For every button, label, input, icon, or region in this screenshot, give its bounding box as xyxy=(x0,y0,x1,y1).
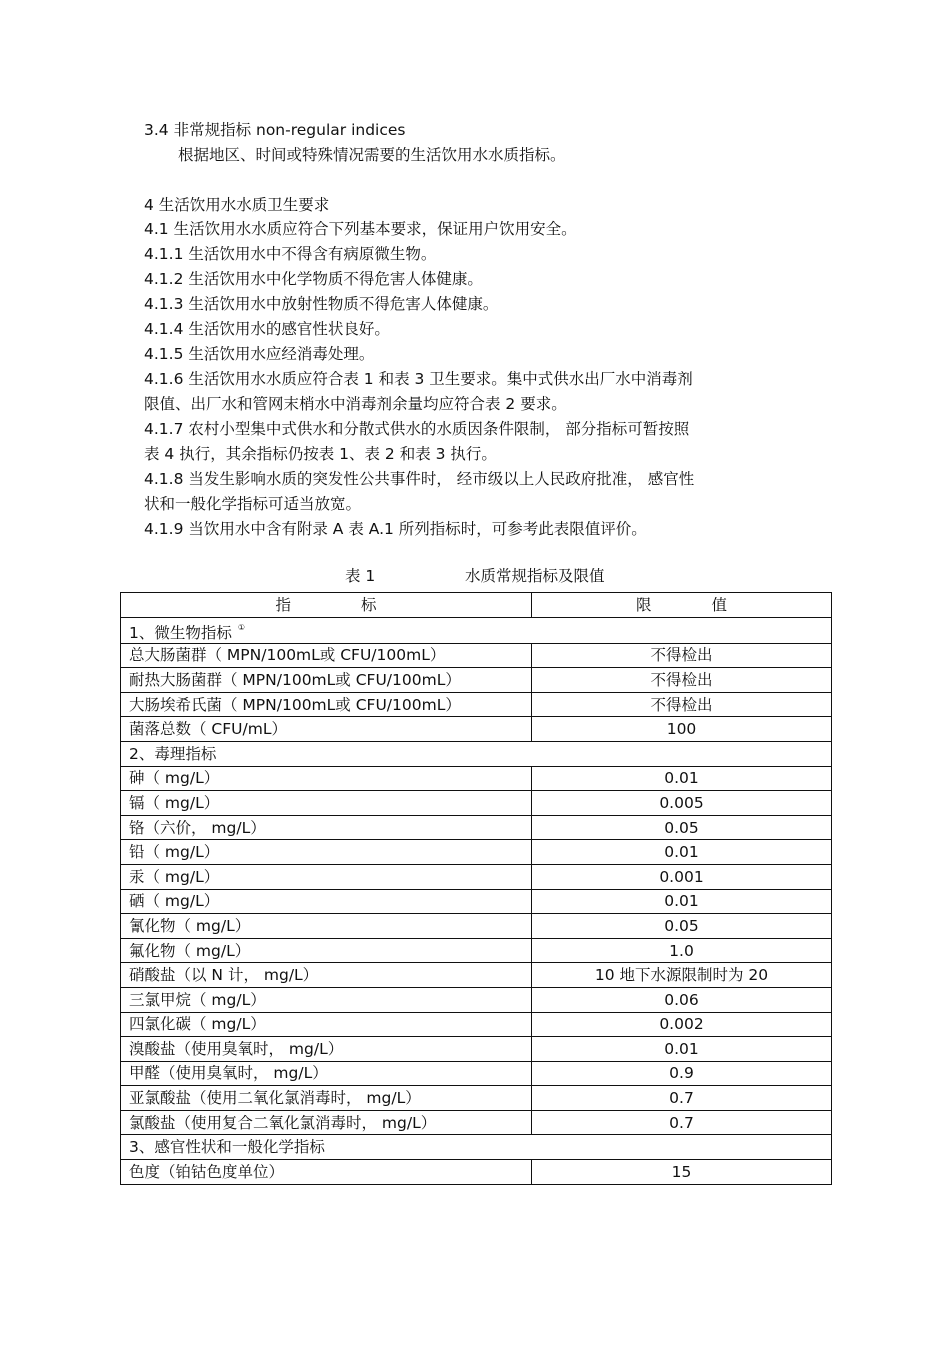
section-4-1-6-line2: 限值、出厂水和管网末梢水中消毒剂余量均应符合表 2 要求。 xyxy=(144,395,567,413)
indicator-cell: 大肠埃希氏菌（ MPN/100mL或 CFU/100mL） xyxy=(121,692,532,717)
section-4-1-3: 4.1.3 生活饮用水中放射性物质不得危害人体健康。 xyxy=(144,295,499,313)
limit-cell: 0.001 xyxy=(532,864,832,889)
limit-cell: 不得检出 xyxy=(532,643,832,668)
table-caption-number: 表 1 xyxy=(345,567,376,585)
limit-cell: 0.01 xyxy=(532,766,832,791)
group-label xyxy=(121,617,832,643)
indicator-cell: 镉（ mg/L） xyxy=(121,791,532,816)
table-caption-title: 水质常规指标及限值 xyxy=(465,567,605,585)
section-4-heading: 4 生活饮用水水质卫生要求 xyxy=(144,196,330,214)
section-4-1: 4.1 生活饮用水水质应符合下列基本要求，保证用户饮用安全。 xyxy=(144,220,577,238)
indicator-cell: 亚氯酸盐（使用二氧化氯消毒时， mg/L） xyxy=(121,1086,532,1111)
section-4-1-4: 4.1.4 生活饮用水的感官性状良好。 xyxy=(144,320,390,338)
table-row xyxy=(121,643,832,668)
indicator-cell: 三氯甲烷（ mg/L） xyxy=(121,987,532,1012)
indicator-cell: 铅（ mg/L） xyxy=(121,840,532,865)
indicator-cell: 氯酸盐（使用复合二氧化氯消毒时， mg/L） xyxy=(121,1110,532,1135)
section-4-1-9: 4.1.9 当饮用水中含有附录 A 表 A.1 所列指标时，可参考此表限值评价。 xyxy=(144,520,647,538)
table-row xyxy=(121,1160,832,1185)
table-row xyxy=(121,692,832,717)
header-limit xyxy=(532,593,832,618)
limit-cell: 1.0 xyxy=(532,938,832,963)
limit-cell: 0.002 xyxy=(532,1012,832,1037)
table-row xyxy=(121,963,832,988)
table-row xyxy=(121,815,832,840)
indicator-cell: 甲醛（使用臭氧时， mg/L） xyxy=(121,1061,532,1086)
limit-cell: 0.05 xyxy=(532,914,832,939)
section-4-1-5: 4.1.5 生活饮用水应经消毒处理。 xyxy=(144,345,375,363)
table-caption xyxy=(345,566,605,586)
limit-cell: 15 xyxy=(532,1160,832,1185)
limit-cell: 不得检出 xyxy=(532,668,832,693)
table-row xyxy=(121,1110,832,1135)
section-4-1-1: 4.1.1 生活饮用水中不得含有病原微生物。 xyxy=(144,245,437,263)
indicator-cell: 菌落总数（ CFU/mL） xyxy=(121,717,532,742)
section-4-1-8-line2: 状和一般化学指标可适当放宽。 xyxy=(144,495,362,513)
indicator-cell: 硝酸盐（以 N 计， mg/L） xyxy=(121,963,532,988)
table-row xyxy=(121,1086,832,1111)
table-row xyxy=(121,1012,832,1037)
indicator-cell: 铬（六价， mg/L） xyxy=(121,815,532,840)
group-label: 3、感官性状和一般化学指标 xyxy=(121,1135,832,1160)
header-indicator-char2: 标 xyxy=(361,595,377,614)
limit-cell: 不得检出 xyxy=(532,692,832,717)
limit-cell: 0.7 xyxy=(532,1086,832,1111)
limit-cell: 0.005 xyxy=(532,791,832,816)
table-row xyxy=(121,1061,832,1086)
table-row xyxy=(121,987,832,1012)
table-row xyxy=(121,668,832,693)
indicator-cell: 氟化物（ mg/L） xyxy=(121,938,532,963)
indicator-cell: 溴酸盐（使用臭氧时， mg/L） xyxy=(121,1037,532,1062)
table-row xyxy=(121,766,832,791)
limit-cell: 0.9 xyxy=(532,1061,832,1086)
limit-cell: 0.01 xyxy=(532,840,832,865)
group-label-text: 1、微生物指标 xyxy=(129,623,232,642)
footnote-marker: ① xyxy=(237,622,246,632)
limit-cell: 100 xyxy=(532,717,832,742)
table-row xyxy=(121,1037,832,1062)
table-row xyxy=(121,791,832,816)
section-3-4-heading: 3.4 非常规指标 non-regular indices xyxy=(144,121,406,139)
section-4-1-6-line1: 4.1.6 生活饮用水水质应符合表 1 和表 3 卫生要求。集中式供水出厂水中消毒剂 xyxy=(144,370,693,388)
section-4-1-7-line2: 表 4 执行，其余指标仍按表 1、表 2 和表 3 执行。 xyxy=(144,445,497,463)
group-row-microbial xyxy=(121,617,832,643)
indicator-cell: 四氯化碳（ mg/L） xyxy=(121,1012,532,1037)
group-row-sensory xyxy=(121,1135,832,1160)
indicator-cell: 氰化物（ mg/L） xyxy=(121,914,532,939)
limit-cell: 10 地下水源限制时为 20 xyxy=(532,963,832,988)
section-4-1-2: 4.1.2 生活饮用水中化学物质不得危害人体健康。 xyxy=(144,270,483,288)
indicator-cell: 砷（ mg/L） xyxy=(121,766,532,791)
section-3-4-body: 根据地区、时间或特殊情况需要的生活饮用水水质指标。 xyxy=(178,146,566,164)
table-row xyxy=(121,938,832,963)
limit-cell: 0.06 xyxy=(532,987,832,1012)
water-quality-table xyxy=(120,592,832,1185)
header-limit-char1: 限 xyxy=(635,595,652,614)
group-label: 2、毒理指标 xyxy=(121,741,832,766)
limit-cell: 0.7 xyxy=(532,1110,832,1135)
table-row xyxy=(121,840,832,865)
indicator-cell: 硒（ mg/L） xyxy=(121,889,532,914)
limit-cell: 0.01 xyxy=(532,1037,832,1062)
limit-cell: 0.01 xyxy=(532,889,832,914)
section-4-1-8-line1: 4.1.8 当发生影响水质的突发性公共事件时， 经市级以上人民政府批准， 感官性 xyxy=(144,470,695,488)
header-limit-char2: 值 xyxy=(711,595,728,614)
indicator-cell: 色度（铂钴色度单位） xyxy=(121,1160,532,1185)
limit-cell: 0.05 xyxy=(532,815,832,840)
header-indicator-char1: 指 xyxy=(275,595,291,614)
indicator-cell: 汞（ mg/L） xyxy=(121,864,532,889)
header-indicator xyxy=(121,593,532,618)
group-row-toxicological xyxy=(121,741,832,766)
section-4-1-7-line1: 4.1.7 农村小型集中式供水和分散式供水的水质因条件限制， 部分指标可暂按照 xyxy=(144,420,690,438)
table-row xyxy=(121,889,832,914)
table-header-row xyxy=(121,593,832,618)
indicator-cell: 总大肠菌群（ MPN/100mL或 CFU/100mL） xyxy=(121,643,532,668)
table-row xyxy=(121,717,832,742)
indicator-cell: 耐热大肠菌群（ MPN/100mL或 CFU/100mL） xyxy=(121,668,532,693)
table-row xyxy=(121,914,832,939)
table-row xyxy=(121,864,832,889)
